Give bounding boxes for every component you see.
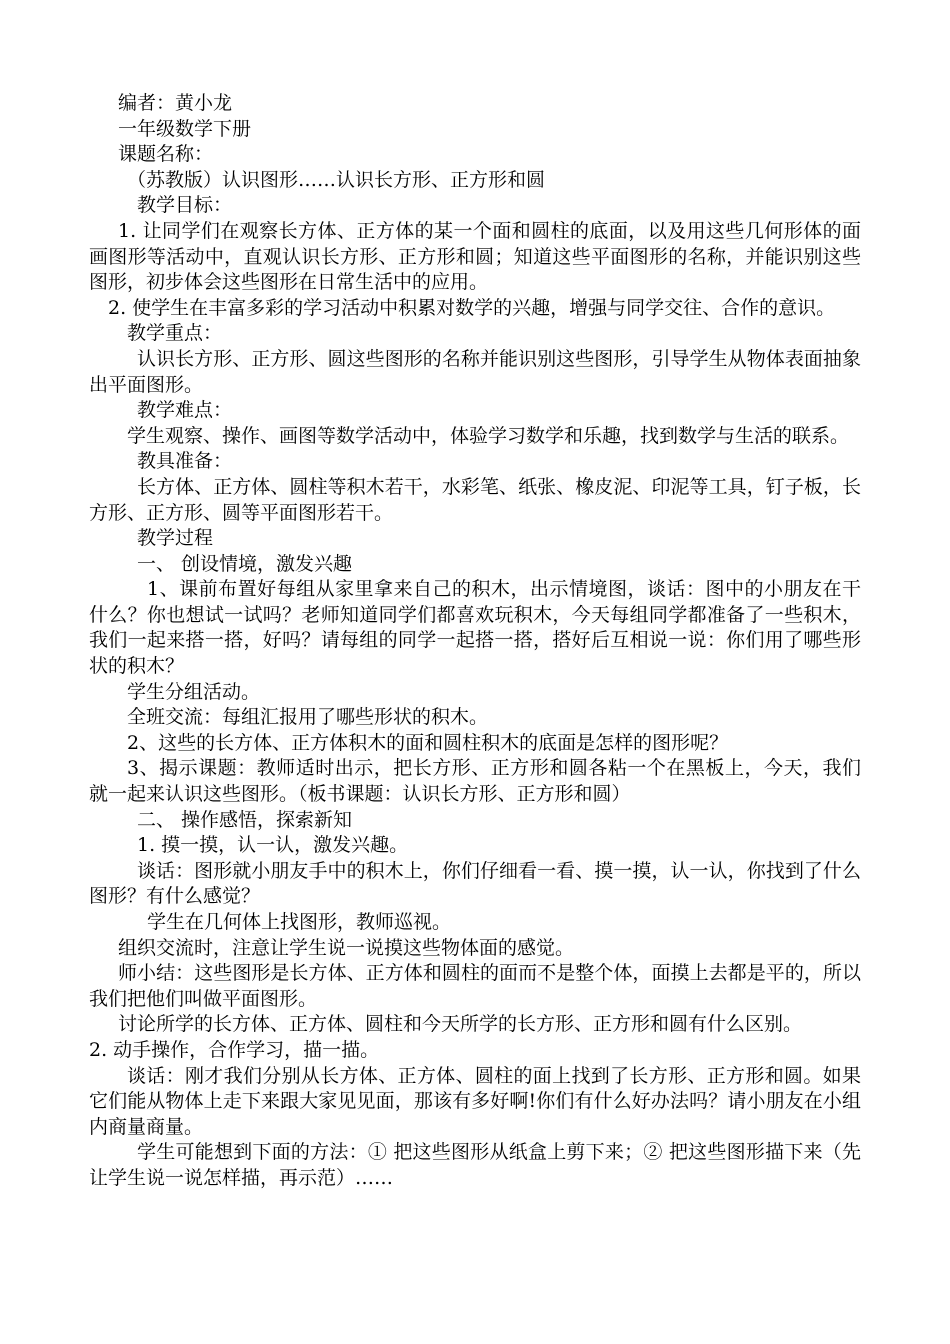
paragraph: 一年级数学下册 xyxy=(118,117,252,140)
paragraph: 学生可能想到下面的方法：① 把这些图形从纸盒上剪下来；② 把这些图形描下来（先让学生说一说怎样描，再示范）…… xyxy=(89,1141,861,1189)
paragraph: 2、这些的长方体、正方体积木的面和圆柱积木的底面是怎样的图形呢？ xyxy=(127,731,729,754)
paragraph: 一、 创设情境，激发兴趣 xyxy=(137,552,353,575)
paragraph: 2. 使学生在丰富多彩的学习活动中积累对数学的兴趣，增强与同学交往、合作的意识。 xyxy=(108,296,836,319)
paragraph: 教学目标： xyxy=(137,194,233,217)
paragraph: 认识长方形、正方形、圆这些图形的名称并能识别这些图形，引导学生从物体表面抽象出平面图形。 xyxy=(89,347,861,396)
paragraph: 编者：黄小龙 xyxy=(118,92,233,114)
document-body xyxy=(89,91,861,1192)
paragraph: 学生分组活动。 xyxy=(127,680,261,703)
paragraph: 1、课前布置好每组从家里拿来自己的积木，出示情境图，谈话：图中的小朋友在干什么？你也想试一试吗？老师知道同学们都喜欢玩积木，今天每组同学都准备了一些积木，我们一起来搭一搭，好吗？请每组的同学一起搭一搭，搭好后互相说一说：你们用了哪些形状的积木？ xyxy=(89,578,861,678)
paragraph: 教学重点： xyxy=(127,322,223,345)
paragraph: 组织交流时，注意让学生说一说摸这些物体面的感觉。 xyxy=(118,936,575,959)
paragraph: 教具准备： xyxy=(137,450,233,473)
paragraph: （苏教版）认识图形……认识长方形、正方形和圆 xyxy=(127,168,546,191)
paragraph: 师小结：这些图形是长方体、正方体和圆柱的面而不是整个体，面摸上去都是平的，所以我们把他们叫做平面图形。 xyxy=(89,962,861,1010)
paragraph: 1. 让同学们在观察长方体、正方体的某一个面和圆柱的底面，以及用这些几何形体的面画图形等活动中，直观认识长方形、正方形和圆；知道这些平面图形的名称，并能识别这些图形，初步体会这些图形在日常生活中的应用。 xyxy=(89,219,861,294)
paragraph: 教学难点： xyxy=(137,399,233,422)
paragraph: 谈话：刚才我们分别从长方体、正方体、圆柱的面上找到了长方形、正方形和圆。如果它们能从物体上走下来跟大家见见面，那该有多好啊!你们有什么好办法吗？请小朋友在小组内商量商量。 xyxy=(89,1064,861,1138)
paragraph: 二、 操作感悟，探索新知 xyxy=(137,808,353,831)
paragraph: 学生在几何体上找图形，教师巡视。 xyxy=(147,911,452,933)
paragraph: 教学过程 xyxy=(137,527,214,550)
paragraph: 1. 摸一摸，认一认，激发兴趣。 xyxy=(137,834,409,857)
paragraph: 长方体、正方体、圆柱等积木若干，水彩笔、纸张、橡皮泥、印泥等工具，钉子板，长方形、正方形、圆等平面图形若干。 xyxy=(89,475,861,524)
paragraph: 学生观察、操作、画图等数学活动中，体验学习数学和乐趣，找到数学与生活的联系。 xyxy=(127,424,850,447)
paragraph: 谈话：图形就小朋友手中的积木上，你们仔细看一看、摸一摸，认一认，你找到了什么图形？有什么感觉？ xyxy=(89,859,861,908)
paragraph: 讨论所学的长方体、正方体、圆柱和今天所学的长方形、正方形和圆有什么区别。 xyxy=(118,1013,803,1036)
paragraph: 全班交流：每组汇报用了哪些形状的积木。 xyxy=(127,706,489,729)
paragraph: 2. 动手操作，合作学习，描一描。 xyxy=(89,1038,380,1061)
paragraph: 3、揭示课题：教师适时出示，把长方形、正方形和圆各粘一个在黑板上，今天，我们就一起来认识这些图形。（板书课题：认识长方形、正方形和圆） xyxy=(89,757,861,806)
paragraph: 课题名称： xyxy=(118,143,214,166)
